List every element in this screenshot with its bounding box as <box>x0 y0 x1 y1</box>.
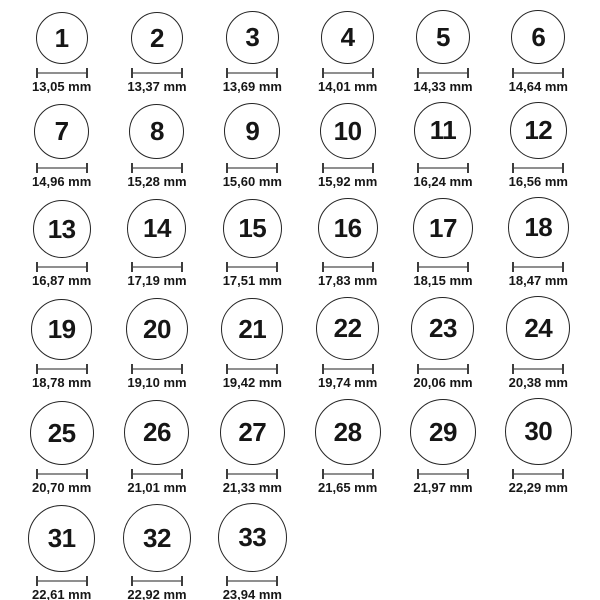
ring-size-circle <box>218 503 287 572</box>
ring-size-number: 19 <box>47 314 76 344</box>
ring-size-item <box>300 399 395 495</box>
ring-size-number: 27 <box>238 417 267 447</box>
measure-line <box>131 163 183 173</box>
ring-size-item <box>395 297 490 390</box>
diameter-label: 21,01 mm <box>127 480 187 495</box>
measure-line <box>417 469 469 479</box>
measure-line <box>226 163 278 173</box>
ring-size-item <box>300 11 395 94</box>
ring-size-number: 8 <box>150 116 164 146</box>
ring-size-circle <box>34 104 89 159</box>
measure-line <box>131 469 183 479</box>
diameter-label: 17,83 mm <box>318 273 378 288</box>
diameter-label: 22,92 mm <box>127 587 187 600</box>
diameter-label: 16,56 mm <box>508 174 568 189</box>
ring-size-circle <box>226 11 279 64</box>
ring-size-row <box>14 503 586 600</box>
ring-size-item <box>300 297 395 390</box>
diameter-label: 20,70 mm <box>32 480 92 495</box>
ring-size-item <box>205 400 300 495</box>
ring-size-number: 4 <box>340 22 355 52</box>
diameter-label: 19,42 mm <box>222 375 282 390</box>
diameter-label: 20,06 mm <box>413 375 473 390</box>
ring-size-number: 33 <box>238 522 267 552</box>
ring-size-number: 10 <box>333 115 362 146</box>
ring-size-item <box>300 103 395 189</box>
ring-size-item <box>14 12 109 94</box>
ring-size-circle <box>321 11 374 64</box>
ring-size-number: 20 <box>143 313 171 344</box>
measure-line <box>322 262 374 272</box>
ring-size-number: 22 <box>333 313 362 343</box>
measure-line <box>512 262 564 272</box>
ring-size-number: 13 <box>47 213 76 244</box>
measure-line <box>36 262 88 272</box>
ring-size-row <box>14 197 586 288</box>
diameter-label: 16,87 mm <box>32 273 92 288</box>
ring-size-number: 17 <box>429 212 457 243</box>
ring-size-item <box>14 200 109 288</box>
ring-size-number: 16 <box>333 212 362 243</box>
ring-size-number: 14 <box>143 213 171 243</box>
ring-size-item <box>205 11 300 94</box>
ring-size-circle <box>414 102 471 159</box>
ring-size-item <box>14 401 109 495</box>
ring-size-item <box>109 504 204 600</box>
measure-line <box>36 576 88 586</box>
ring-size-number: 25 <box>47 417 76 448</box>
diameter-label: 18,47 mm <box>508 273 568 288</box>
diameter-label: 18,15 mm <box>413 273 473 288</box>
measure-line <box>322 163 374 173</box>
diameter-label: 21,33 mm <box>222 480 282 495</box>
diameter-label: 21,97 mm <box>413 480 473 495</box>
ring-size-circle <box>33 200 91 258</box>
diameter-label: 19,74 mm <box>318 375 378 390</box>
diameter-label: 13,37 mm <box>127 79 187 94</box>
measure-line <box>226 262 278 272</box>
ring-size-circle <box>126 298 188 360</box>
measure-line <box>131 364 183 374</box>
measure-line <box>512 364 564 374</box>
ring-size-circle <box>220 400 285 465</box>
diameter-label: 14,96 mm <box>32 174 92 189</box>
ring-size-item <box>109 104 204 189</box>
ring-size-item <box>109 298 204 390</box>
measure-line <box>131 576 183 586</box>
diameter-label: 15,28 mm <box>127 174 187 189</box>
measure-line <box>226 469 278 479</box>
ring-size-circle <box>510 102 567 159</box>
ring-size-circle <box>411 297 474 360</box>
measure-line <box>417 262 469 272</box>
ring-size-number: 32 <box>143 522 171 553</box>
ring-size-number: 11 <box>429 115 457 145</box>
diameter-label: 22,29 mm <box>508 480 568 495</box>
ring-size-item <box>395 10 490 94</box>
ring-size-row <box>14 296 586 390</box>
ring-size-number: 24 <box>524 312 553 343</box>
measure-line <box>512 469 564 479</box>
measure-line <box>36 68 88 78</box>
ring-size-circle <box>36 12 88 64</box>
diameter-label: 18,78 mm <box>32 375 92 390</box>
diameter-label: 19,10 mm <box>127 375 187 390</box>
measure-line <box>226 576 278 586</box>
ring-size-item <box>491 296 586 390</box>
ring-size-number: 15 <box>238 213 267 243</box>
measure-line <box>512 68 564 78</box>
ring-size-item <box>491 10 586 94</box>
ring-size-circle <box>123 504 191 572</box>
ring-size-circle <box>31 299 92 360</box>
ring-size-item <box>491 197 586 288</box>
ring-size-circle <box>506 296 570 360</box>
ring-size-number: 28 <box>333 416 362 447</box>
ring-size-circle <box>124 400 189 465</box>
ring-size-number: 5 <box>435 21 450 52</box>
ring-size-circle <box>320 103 376 159</box>
ring-size-circle <box>224 103 280 159</box>
diameter-label: 13,05 mm <box>32 79 92 94</box>
diameter-label: 17,51 mm <box>222 273 282 288</box>
measure-line <box>226 364 278 374</box>
ring-size-number: 26 <box>143 417 171 447</box>
diameter-label: 14,01 mm <box>318 79 378 94</box>
ring-size-item <box>205 503 300 600</box>
measure-line <box>36 364 88 374</box>
ring-size-circle <box>127 199 186 258</box>
ring-size-circle <box>511 10 565 64</box>
ring-size-item <box>395 399 490 495</box>
ring-size-number: 3 <box>245 22 260 52</box>
diameter-label: 15,60 mm <box>222 174 282 189</box>
ring-size-circle <box>30 401 94 465</box>
ring-size-circle <box>131 12 183 64</box>
ring-size-item <box>395 102 490 189</box>
ring-size-item <box>491 102 586 189</box>
ring-size-circle <box>28 505 95 572</box>
measure-line <box>322 364 374 374</box>
measure-line <box>131 262 183 272</box>
measure-line <box>417 68 469 78</box>
diameter-label: 14,33 mm <box>413 79 473 94</box>
ring-size-item <box>205 298 300 390</box>
diameter-label: 21,65 mm <box>318 480 378 495</box>
measure-line <box>417 163 469 173</box>
measure-line <box>322 469 374 479</box>
diameter-label: 13,69 mm <box>222 79 282 94</box>
ring-size-item <box>300 198 395 288</box>
ring-size-number: 18 <box>524 212 553 242</box>
ring-size-item <box>14 104 109 189</box>
ring-size-number: 30 <box>524 416 553 446</box>
ring-size-item <box>109 400 204 495</box>
measure-line <box>131 68 183 78</box>
ring-size-circle <box>505 398 572 465</box>
diameter-label: 20,38 mm <box>508 375 568 390</box>
ring-size-circle <box>318 198 378 258</box>
ring-size-circle <box>315 399 381 465</box>
ring-size-item <box>14 299 109 390</box>
ring-size-item <box>205 199 300 288</box>
diameter-label: 23,94 mm <box>222 587 282 600</box>
ring-size-circle <box>221 298 283 360</box>
diameter-label: 14,64 mm <box>508 79 568 94</box>
measure-line <box>226 68 278 78</box>
ring-size-item <box>395 198 490 288</box>
diameter-label: 22,61 mm <box>32 587 92 600</box>
ring-size-circle <box>416 10 470 64</box>
diameter-label: 16,24 mm <box>413 174 473 189</box>
ring-size-item <box>491 398 586 495</box>
measure-line <box>36 469 88 479</box>
ring-size-row <box>14 102 586 189</box>
ring-size-circle <box>410 399 476 465</box>
measure-line <box>512 163 564 173</box>
ring-size-number: 1 <box>54 22 69 53</box>
ring-size-item <box>14 505 109 600</box>
diameter-label: 15,92 mm <box>318 174 378 189</box>
ring-size-number: 12 <box>524 115 553 145</box>
diameter-label: 17,19 mm <box>127 273 187 288</box>
ring-size-item <box>109 199 204 288</box>
ring-size-number: 29 <box>429 416 457 447</box>
ring-size-number: 21 <box>238 313 267 344</box>
measure-line <box>36 163 88 173</box>
ring-size-item <box>205 103 300 189</box>
ring-size-circle <box>129 104 184 159</box>
ring-size-row <box>14 398 586 495</box>
measure-line <box>417 364 469 374</box>
ring-size-circle <box>413 198 473 258</box>
ring-size-number: 6 <box>531 21 546 52</box>
ring-size-number: 9 <box>245 115 260 146</box>
ring-size-item <box>109 12 204 94</box>
ring-size-circle <box>223 199 282 258</box>
measure-line <box>322 68 374 78</box>
ring-size-row <box>14 10 586 94</box>
ring-size-number: 23 <box>429 313 457 343</box>
ring-size-number: 31 <box>47 523 76 553</box>
ring-size-circle <box>508 197 569 258</box>
ring-size-number: 7 <box>54 116 69 146</box>
ring-size-number: 2 <box>150 22 164 53</box>
ring-size-circle <box>316 297 379 360</box>
